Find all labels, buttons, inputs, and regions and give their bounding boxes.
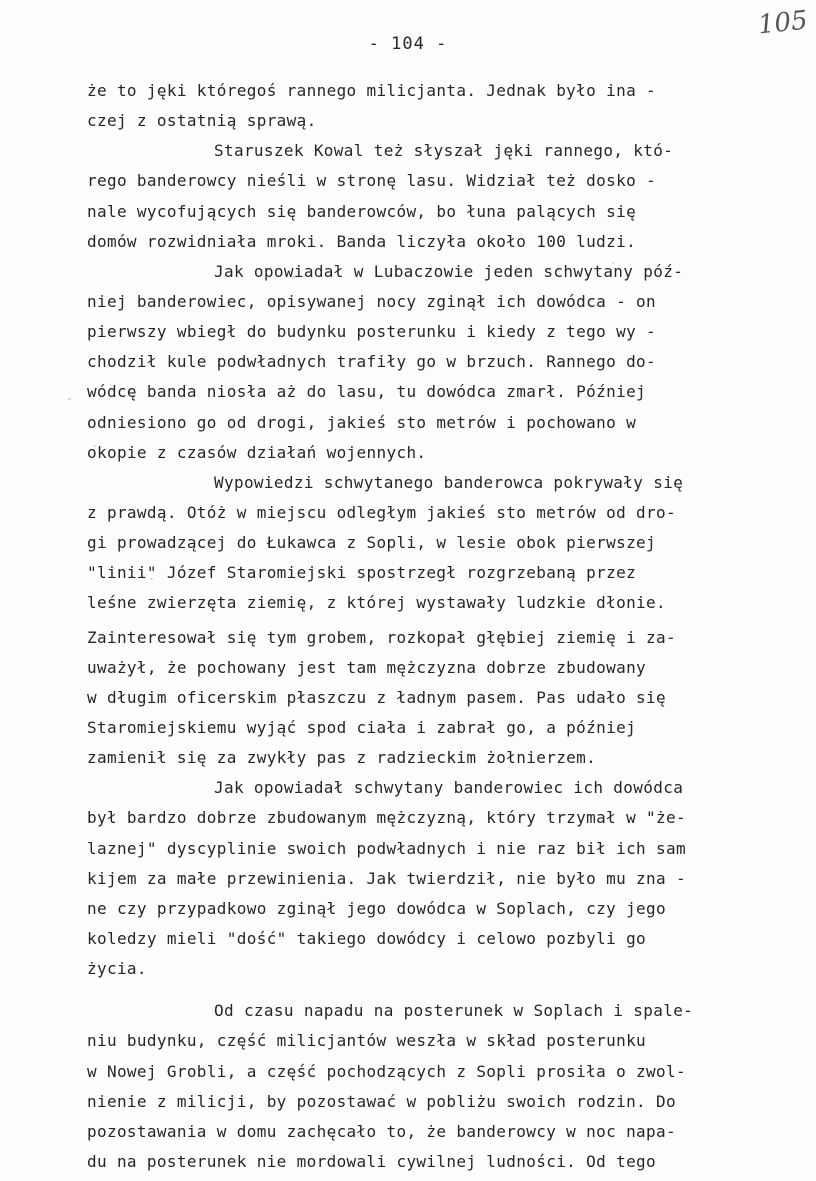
text-line: w długim oficerskim płaszczu z ładnym pasem. Pas udało się <box>87 687 667 707</box>
text-line: życia. <box>87 959 147 979</box>
text-line: ne czy przypadkowo zginął jego dowódca w Soplach, czy jego <box>87 898 667 918</box>
text-line: nale wycofujących się banderowców, bo łuna palących się <box>87 201 637 221</box>
text-line: wódcę banda niosła aż do lasu, tu dowódca zmarł. Później <box>87 382 647 402</box>
text-line: w Nowej Grobli, a część pochodzących z Sopli prosiła o zwol- <box>87 1061 686 1081</box>
text-line: domów rozwidniała mroki. Banda liczyła około 100 ludzi. <box>87 231 637 251</box>
text-line: gi prowadzącej do Łukawca z Sopli, w lesie obok pierwszej <box>87 533 657 553</box>
text-line: odniesiono go od drogi, jakieś sto metrów i pochowano w <box>87 412 637 432</box>
text-line: chodził kule podwładnych trafiły go w brzuch. Rannego do- <box>87 352 657 372</box>
body-text <box>87 76 727 1177</box>
text-line: Jak opowiadał w Lubaczowie jeden schwytany póź- <box>214 261 684 281</box>
text-line: że to jęki któregoś rannego milicjanta. Jednak było ina - <box>87 81 657 100</box>
text-line: uważył, że pochowany jest tam mężczyzna dobrze zbudowany <box>87 657 647 677</box>
archive-page-number-handwritten: 105 <box>756 5 810 41</box>
text-line: zamienił się za zwykły pas z radzieckim żołnierzem. <box>87 748 597 768</box>
text-line: Staromiejskiemu wyjąć spod ciała i zabrał go, a później <box>87 717 637 737</box>
text-line: du na posterunek nie mordowali cywilnej ludności. Od tego <box>87 1151 657 1171</box>
text-line: Od czasu napadu na posterunek w Soplach i spale- <box>214 1001 694 1021</box>
text-line: okopie z czasów działań wojennych. <box>87 442 427 462</box>
text-line: czej z ostatnią sprawą. <box>87 111 317 131</box>
text-line: Zainteresował się tym grobem, rozkopał głębiej ziemię i za- <box>87 627 676 647</box>
text-line: kijem za małe przewinienia. Jak twierdził, nie było mu zna - <box>87 868 686 888</box>
text-line: "linii" Józef Staromiejski spostrzegł rozgrzebaną przez <box>87 563 637 583</box>
text-line: laznej" dyscyplinie swoich podwładnych i nie raz bił ich sam <box>87 838 686 858</box>
text-line: koledzy mieli "dość" takiego dowódcy i celowo pozbyli go <box>87 928 647 948</box>
page-number: - 104 - <box>368 34 448 54</box>
text-line: Wypowiedzi schwytanego banderowca pokrywały się <box>214 472 684 492</box>
text-line: był bardzo dobrze zbudowanym mężczyzną, który trzymał w "że- <box>87 808 686 828</box>
text-line: nienie z milicji, by pozostawać w pobliżu swoich rodzin. Do <box>87 1091 676 1111</box>
text-line: niu budynku, część milicjantów weszła w skład posterunku <box>87 1031 647 1051</box>
text-line: rego banderowcy nieśli w stronę lasu. Widział też dosko - <box>87 171 657 191</box>
text-line: Staruszek Kowal też słyszał jęki rannego, któ- <box>214 141 674 161</box>
text-line: leśne zwierzęta ziemię, z której wystawały ludzkie dłonie. <box>87 593 667 613</box>
scan-speck <box>68 398 71 400</box>
text-line: z prawdą. Otóż w miejscu odległym jakieś sto metrów od dro- <box>87 502 676 522</box>
text-line: pozostawania w domu zachęcało to, że banderowcy w noc napa- <box>87 1121 676 1141</box>
text-line: Jak opowiadał schwytany banderowiec ich dowódca <box>214 778 684 798</box>
text-line: niej banderowiec, opisywanej nocy zginął ich dowódca - on <box>87 291 657 311</box>
text-line: pierwszy wbiegł do budynku posterunku i kiedy z tego wy - <box>87 322 657 342</box>
